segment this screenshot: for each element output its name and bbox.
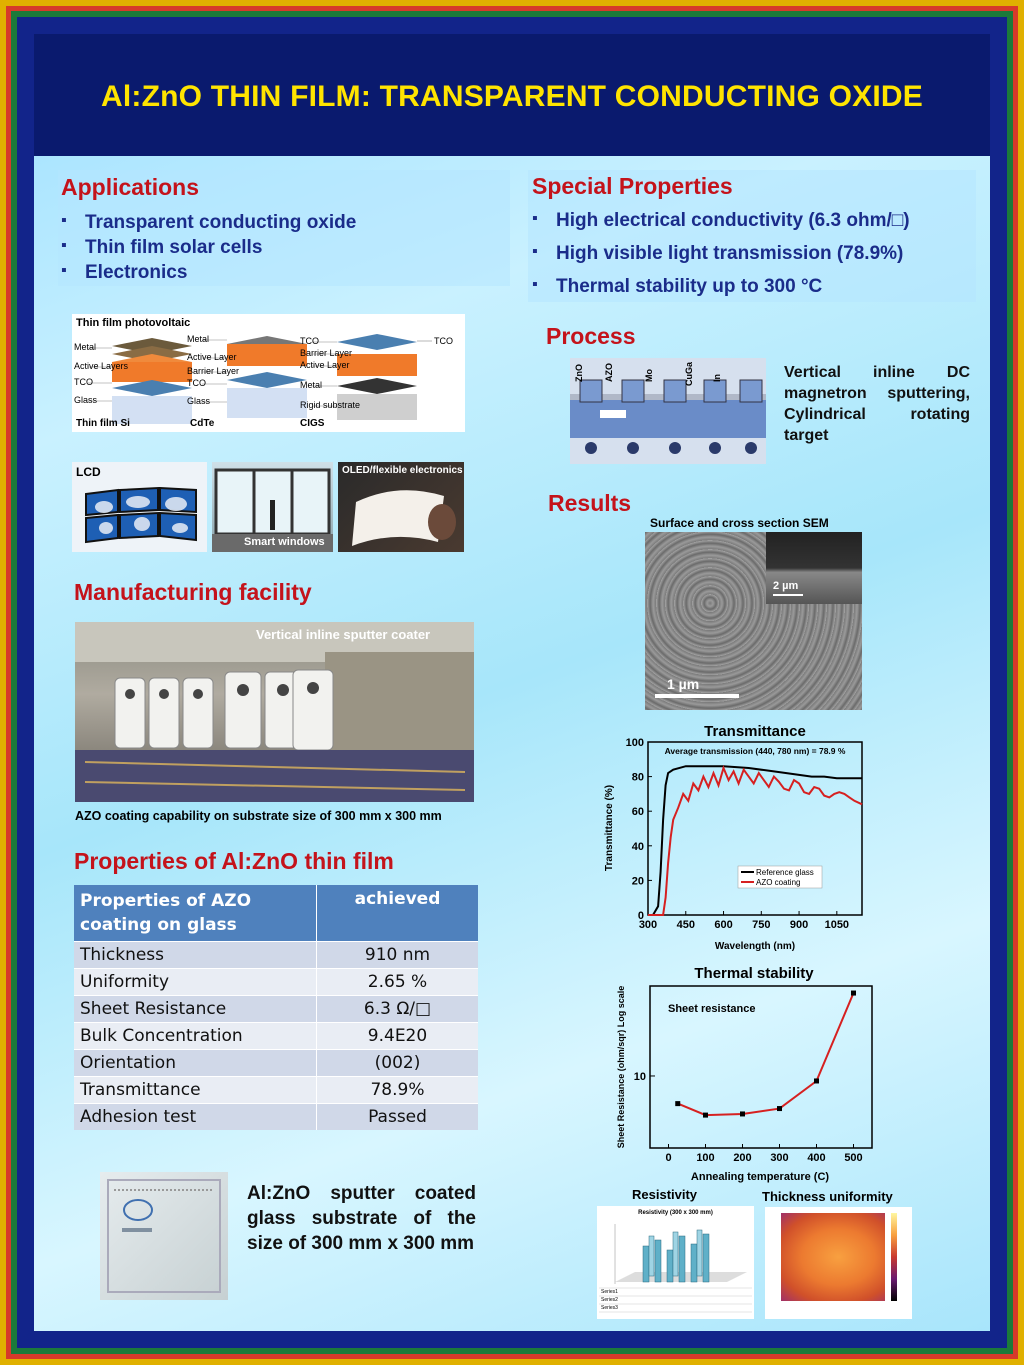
lcd-image — [72, 462, 207, 552]
pv-label-cigs: CIGS — [300, 418, 325, 429]
results-heading: Results — [548, 490, 632, 516]
process-diagram — [570, 358, 766, 464]
pv-layer-label: TCO — [300, 336, 319, 346]
pv-stacks — [72, 314, 465, 432]
target-label: Mo — [644, 369, 654, 382]
resistivity-bar — [673, 1232, 678, 1276]
resistivity-bar — [703, 1234, 709, 1282]
applications-heading: Applications — [61, 174, 200, 200]
achieved-col-header: achieved — [317, 885, 479, 942]
pv-layer-label: Metal — [74, 342, 97, 352]
pv-layer-label: Barrier Layer — [300, 348, 353, 358]
property-name: Uniformity — [74, 969, 317, 996]
resistivity-bar — [697, 1230, 702, 1276]
trans-ylabel: Transmittance (%) — [604, 784, 615, 872]
legend-azo: AZO coating — [756, 878, 801, 887]
trans-y-tick-label: 20 — [631, 875, 644, 888]
coater-label: Vertical inline sputter coater — [256, 627, 431, 642]
oled-label: OLED/flexible electronics — [342, 465, 463, 476]
resistivity-bar — [691, 1244, 697, 1282]
resistivity-title: Resistivity — [632, 1187, 698, 1202]
trans-x-tick-label: 1050 — [824, 919, 850, 931]
process-description: Vertical inline DC magnetron sputtering, Cylindrical rotating target — [784, 364, 970, 444]
sem-big-scalebar — [655, 694, 739, 698]
resistivity-series-label: Series2 — [601, 1297, 618, 1303]
thermal-xlabel: Annealing temperature (C) — [690, 1171, 830, 1183]
thermal-annotation: Sheet resistance — [668, 1003, 756, 1015]
sem-small-scale-label: 2 µm — [773, 580, 799, 592]
property-value: 6.3 Ω/□ — [317, 996, 479, 1023]
pv-diagram — [72, 314, 465, 432]
target-label: In — [712, 374, 722, 382]
resistivity-bar — [667, 1250, 673, 1282]
property-name: Transmittance — [74, 1077, 317, 1104]
resistivity-series-label: Series3 — [601, 1305, 618, 1311]
manufacturing-heading: Manufacturing facility — [74, 579, 312, 605]
thermal-y-tick-label: 10 — [633, 1070, 646, 1083]
pv-layer-label: Active Layers — [74, 361, 129, 371]
trans-y-tick-label: 40 — [631, 840, 644, 853]
sputter-coater-photo — [75, 622, 474, 802]
trans-x-tick-label: 300 — [638, 919, 658, 931]
thermal-stability-chart — [608, 962, 878, 1184]
pv-layer-label: Active Layer — [187, 352, 237, 362]
pv-layer-label: Glass — [187, 396, 211, 406]
resistivity-bar — [649, 1236, 654, 1276]
thermal-x-tick-label: 200 — [733, 1152, 752, 1164]
thickness-title: Thickness uniformity — [762, 1189, 893, 1204]
azo-coating-line — [648, 768, 862, 915]
poster-title: Al:ZnO THIN FILM: TRANSPARENT CONDUCTING OXIDE — [101, 80, 923, 113]
sem-image — [645, 532, 862, 710]
poster — [34, 34, 990, 1331]
property-name: Adhesion test — [74, 1104, 317, 1131]
reference-glass-line — [648, 766, 862, 915]
thermal-title: Thermal stability — [694, 965, 814, 982]
property-value: Passed — [317, 1104, 479, 1131]
thermal-x-tick-label: 400 — [807, 1152, 826, 1164]
trans-x-tick-label: 450 — [676, 919, 695, 931]
pv-title: Thin film photovoltaic — [76, 317, 191, 329]
property-value: 9.4E20 — [317, 1023, 479, 1050]
transmittance-chart — [600, 720, 880, 952]
property-value: (002) — [317, 1050, 479, 1077]
properties-col-header: Properties of AZO coating on glass — [74, 885, 317, 942]
process-heading: Process — [546, 323, 636, 349]
trans-x-tick-label: 900 — [789, 919, 809, 931]
sheet-resistance-point — [814, 1078, 819, 1083]
trans-y-tick-label: 80 — [631, 771, 644, 784]
thermal-x-tick-label: 0 — [665, 1152, 672, 1164]
special-item: ▪ High visible light transmission (78.9%) — [532, 243, 972, 265]
trans-y-tick-label: 100 — [625, 737, 644, 749]
substrate-photo — [100, 1172, 228, 1300]
trans-title: Transmittance — [704, 723, 806, 740]
pv-label-si: Thin film Si — [76, 418, 130, 429]
substrate-description: Al:ZnO sputter coated glass substrate of the size of 300 mm x 300 mm — [247, 1183, 476, 1254]
trans-xlabel: Wavelength (nm) — [714, 941, 796, 952]
sheet-resistance-point — [675, 1101, 680, 1106]
pv-label-cdte: CdTe — [190, 418, 215, 429]
thermal-x-tick-label: 300 — [770, 1152, 789, 1164]
trans-x-tick-label: 600 — [714, 919, 733, 931]
sheet-resistance-point — [777, 1106, 782, 1111]
special-heading: Special Properties — [532, 173, 733, 199]
coater-machine-icon — [75, 622, 474, 802]
special-item: ▪ High electrical conductivity (6.3 ohm/□) — [532, 210, 972, 232]
property-name: Bulk Concentration — [74, 1023, 317, 1050]
sheet-resistance-point — [851, 991, 856, 996]
target-label: CuGa — [684, 361, 694, 386]
trans-y-tick-label: 60 — [631, 806, 644, 819]
properties-heading: Properties of Al:ZnO thin film — [74, 848, 394, 874]
pv-layer-label: Rigid substrate — [300, 400, 361, 410]
pv-layer-label: Metal — [187, 334, 210, 344]
applications-list — [61, 212, 501, 284]
trans-x-tick-label: 750 — [752, 919, 771, 931]
pv-layer-label: TCO — [434, 336, 453, 346]
property-name: Sheet Resistance — [74, 996, 317, 1023]
pv-layer-label: Metal — [300, 380, 323, 390]
heatmap-colorbar — [891, 1213, 897, 1301]
pv-layer-label: Barrier Layer — [187, 366, 240, 376]
special-list — [532, 210, 972, 298]
thickness-heatmap — [765, 1207, 912, 1319]
resistivity-bar — [655, 1240, 661, 1282]
resistivity-series-label: Series1 — [601, 1289, 618, 1295]
properties-table — [74, 885, 478, 1130]
sem-small-scalebar — [773, 594, 803, 596]
smart-windows-label: Smart windows — [244, 536, 325, 548]
target-label: AZO — [604, 363, 614, 382]
resistivity-subtitle: Resistivity (300 x 300 mm) — [638, 1210, 713, 1216]
applications-item: ▪ Electronics — [61, 262, 501, 284]
lcd-label: LCD — [76, 465, 101, 479]
heatmap-field — [781, 1213, 885, 1301]
pv-layer-label: TCO — [74, 377, 93, 387]
trans-y-tick-label: 0 — [637, 910, 644, 922]
resistivity-bar — [643, 1246, 649, 1282]
thermal-ylabel: Sheet Resistance (ohm/sqr) Log scale — [616, 985, 626, 1149]
thermal-x-tick-label: 100 — [696, 1152, 715, 1164]
coating-capability-caption: AZO coating capability on substrate size of 300 mm x 300 mm — [75, 809, 442, 823]
sheet-resistance-point — [740, 1111, 745, 1116]
sem-title: Surface and cross section SEM — [650, 516, 829, 530]
pv-layer-label: Glass — [74, 395, 98, 405]
resistivity-bars — [597, 1206, 754, 1319]
legend-reference: Reference glass — [756, 868, 814, 877]
special-item: ▪ Thermal stability up to 300 °C — [532, 276, 972, 298]
pv-layer-label: TCO — [187, 378, 206, 388]
sheet-resistance-point — [703, 1113, 708, 1118]
sem-big-scale-label: 1 µm — [667, 676, 700, 692]
pv-layer-label: Active Layer — [300, 360, 350, 370]
resistivity-bar — [679, 1236, 685, 1282]
property-name: Thickness — [74, 942, 317, 969]
thermal-x-tick-label: 500 — [844, 1152, 863, 1164]
trans-annotation: Average transmission (440, 780 nm) = 78.9 % — [664, 746, 846, 756]
applications-item: ▪ Transparent conducting oxide — [61, 212, 501, 234]
resistivity-chart — [597, 1206, 754, 1319]
oled-image — [338, 462, 464, 552]
applications-item: ▪ Thin film solar cells — [61, 237, 501, 259]
property-value: 78.9% — [317, 1077, 479, 1104]
trans-legend — [738, 866, 822, 888]
property-value: 910 nm — [317, 942, 479, 969]
smart-windows-image — [212, 462, 333, 552]
target-label: ZnO — [574, 364, 584, 382]
property-name: Orientation — [74, 1050, 317, 1077]
property-value: 2.65 % — [317, 969, 479, 996]
glass-substrate-icon — [100, 1172, 228, 1300]
sputter-targets-icon — [570, 358, 766, 464]
